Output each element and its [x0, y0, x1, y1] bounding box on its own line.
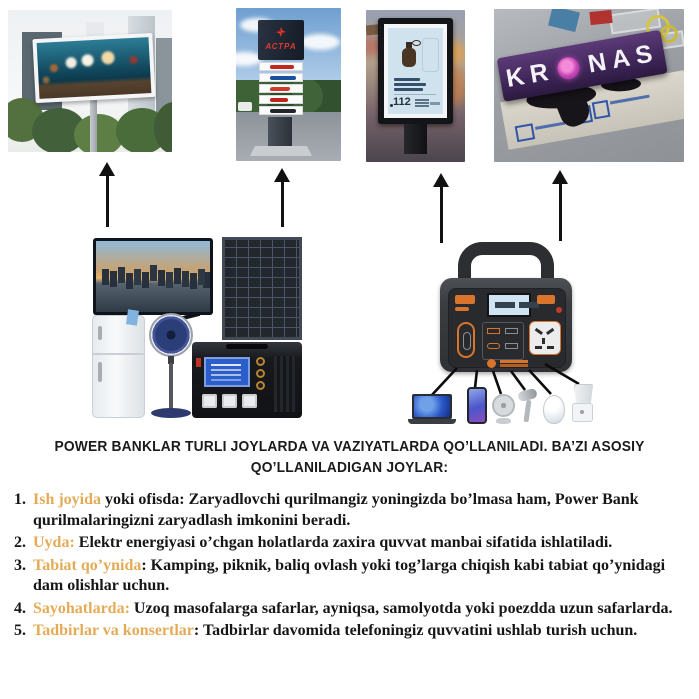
- home-backup-power-image: [60, 235, 310, 427]
- humidifier-body: [543, 395, 565, 424]
- list-item-number: 2.: [14, 534, 26, 551]
- page-title-line2: QO’LLANILADIGAN JOYLAR:: [250, 459, 449, 476]
- fridge-sticker: [126, 309, 139, 325]
- smartphone-icon: [467, 387, 487, 425]
- mini-fan-head: [492, 394, 515, 417]
- poster-text-bar: [394, 83, 426, 86]
- city-skyline-shape: [102, 269, 109, 285]
- poster-text-bar: [394, 78, 420, 81]
- tenant-logo: [270, 109, 296, 113]
- citylight-photo: [366, 10, 465, 162]
- list-item-rest: Uzoq masofalarga safarlar, ayniqsa, samolyotda yoki poezdda uzun safarlarda.: [129, 599, 673, 617]
- list-item-text: [33, 621, 674, 642]
- page-title-line1: POWER BANKLAR TURLI JOYLARDA VA VAZIYATLARDA QO’LLANILADI. BA’ZI ASOSIY: [54, 438, 645, 455]
- pylon-tenant-panel: [259, 84, 303, 93]
- pylon-top-panel: [258, 20, 304, 60]
- list-item-number: 1.: [14, 491, 26, 508]
- pylon-column: [268, 117, 292, 149]
- tv-screen: [96, 241, 210, 312]
- inverter-vent: [274, 356, 296, 412]
- list-item-number: 4.: [14, 599, 26, 617]
- pylon-structure: [258, 20, 304, 116]
- tv-icon: [93, 238, 213, 315]
- bokeh-light: [50, 64, 58, 72]
- bottle-outline-icon: [422, 38, 439, 72]
- pylon-tenant-panel: [259, 95, 303, 104]
- list-item-lead: Tadbirlar va konsertlar: [33, 622, 194, 639]
- tenant-logo: [270, 87, 291, 91]
- list-item: [14, 490, 676, 531]
- list-item: [14, 533, 676, 554]
- arrow-shaft: [440, 183, 443, 243]
- lightbox-frame: [378, 18, 453, 124]
- ac-socket: [222, 394, 237, 408]
- lcd-readout-bars: [211, 364, 241, 366]
- billboard-screen-image: [37, 37, 152, 99]
- inverter-power-station-icon: [192, 342, 302, 418]
- humidifier-icon: [543, 393, 565, 425]
- poster-text-bar: [394, 88, 423, 91]
- arrow-shaft: [559, 180, 562, 241]
- cloud-shape: [300, 34, 340, 50]
- dryer-handle: [523, 400, 531, 422]
- list-item-rest: yoki ofisda: Zaryadlovchi qurilmangiz yoningizda bo’lmasa ham, Power Bank qurilmalaringizni zaryadlash imkonini beradi.: [33, 491, 639, 529]
- ac-socket: [242, 394, 257, 408]
- list-item-number: 3.: [14, 556, 26, 574]
- list-item-number: 5.: [14, 622, 26, 639]
- fridge-handle: [98, 362, 102, 382]
- laptop-icon: [408, 394, 456, 424]
- fridge-door-split: [93, 353, 144, 355]
- list-item-rest: : Tadbirlar davomida telefoningiz quvvatini ushlab turish uchun.: [193, 622, 638, 639]
- red-object-shape: [589, 10, 612, 25]
- stand-fan-icon: [149, 313, 193, 357]
- billboard-screen: [32, 33, 155, 103]
- bokeh-light: [65, 57, 77, 69]
- poster-small-text-bars: [415, 99, 429, 101]
- pylon-tenant-panel: [259, 73, 303, 82]
- pylon-brand-text: АСТРА: [265, 42, 297, 51]
- bokeh-light: [42, 76, 49, 83]
- letter-template-outline: [592, 100, 611, 120]
- solar-panel-icon: [222, 237, 302, 340]
- bokeh-light: [129, 56, 137, 64]
- blender-button: [580, 410, 584, 414]
- page-title: [0, 436, 699, 478]
- blue-paper-shape: [548, 9, 580, 32]
- emergency-number-text: 112: [393, 96, 411, 108]
- poster-divider: [394, 94, 436, 95]
- poster: [388, 28, 443, 114]
- poster-logo-bar: [430, 102, 440, 105]
- tenant-logo: [270, 76, 296, 80]
- fan-base: [151, 408, 191, 418]
- pylon-tenant-panel: [259, 62, 303, 71]
- mini-fan-base: [496, 418, 511, 424]
- kronas-letters-left: KR: [503, 56, 557, 93]
- list-item-text: [33, 556, 674, 597]
- astra-logo-icon: [276, 27, 286, 37]
- lightbox-mat: [384, 24, 447, 118]
- grenade-pin: [412, 40, 421, 46]
- kronas-sign-photo: [494, 9, 684, 162]
- arrow-up-icon: [274, 168, 291, 227]
- usage-list: [14, 490, 676, 644]
- letter-template-outline: [515, 123, 536, 142]
- fridge-icon: [92, 315, 145, 418]
- kronas-sign-group: [494, 28, 684, 157]
- bokeh-light: [101, 51, 115, 65]
- inverter-knob: [256, 357, 265, 366]
- list-item: [14, 621, 676, 642]
- van-shape: [238, 102, 252, 111]
- laptop-screen: [412, 394, 452, 419]
- list-item-text: [33, 599, 674, 620]
- inverter-handle: [226, 344, 268, 349]
- dryer-barrel: [517, 388, 538, 402]
- hair-dryer-icon: [518, 388, 538, 425]
- kronas-letters-right: NAS: [585, 38, 661, 78]
- pylon-sign-photo: [236, 8, 341, 161]
- grenade-icon: [402, 48, 416, 67]
- letter-template-bar: [610, 95, 650, 105]
- kronas-o-disc-icon: [556, 55, 581, 80]
- list-item-rest: : Kamping, piknik, baliq ovlash yoki tog’larga chiqish kabi tabiat qo’ynidagi dam olishlar uchun.: [33, 556, 666, 594]
- list-item-lead: Ish joyida: [33, 491, 102, 508]
- arrow-up-icon: [433, 173, 450, 243]
- tenant-logo: [270, 65, 294, 69]
- list-item-text: [33, 490, 674, 531]
- list-item: [14, 556, 676, 597]
- arrow-up-icon: [99, 162, 116, 227]
- list-item-text: [33, 533, 674, 554]
- ac-socket: [202, 394, 217, 408]
- inverter-knob: [256, 381, 265, 390]
- fan-pole: [169, 363, 173, 409]
- blender-icon: [572, 384, 594, 426]
- arrow-up-icon: [552, 170, 569, 241]
- list-item-lead: Sayohatlarda:: [33, 599, 130, 617]
- lightbox-pedestal: [404, 124, 427, 154]
- inverter-lcd: [204, 357, 250, 387]
- billboard-pole: [90, 96, 97, 152]
- blender-cup: [574, 384, 593, 405]
- tenant-logo: [270, 98, 288, 102]
- inverter-switch: [196, 358, 201, 367]
- arrow-shaft: [106, 172, 109, 227]
- list-item: [14, 599, 676, 620]
- pylon-foundation: [250, 146, 312, 156]
- mini-fan-icon: [492, 392, 515, 425]
- bokeh-light: [81, 54, 94, 67]
- billboard-photo: [8, 10, 172, 152]
- list-item-rest: Elektr energiyasi o’chgan holatlarda zaxira quvvat manbai sifatida ishlatiladi.: [74, 534, 613, 551]
- portable-power-station-image: [395, 236, 610, 436]
- phone-body: [467, 387, 487, 424]
- inverter-knob: [256, 369, 265, 378]
- laptop-base: [408, 419, 456, 424]
- pylon-tenant-panel: [259, 106, 303, 115]
- list-item-lead: Tabiat qo’ynida: [33, 556, 142, 574]
- letter-template-bar: [535, 122, 565, 130]
- arrow-shaft: [281, 178, 284, 227]
- list-item-lead: Uyda:: [33, 534, 75, 551]
- fridge-handle: [98, 326, 102, 340]
